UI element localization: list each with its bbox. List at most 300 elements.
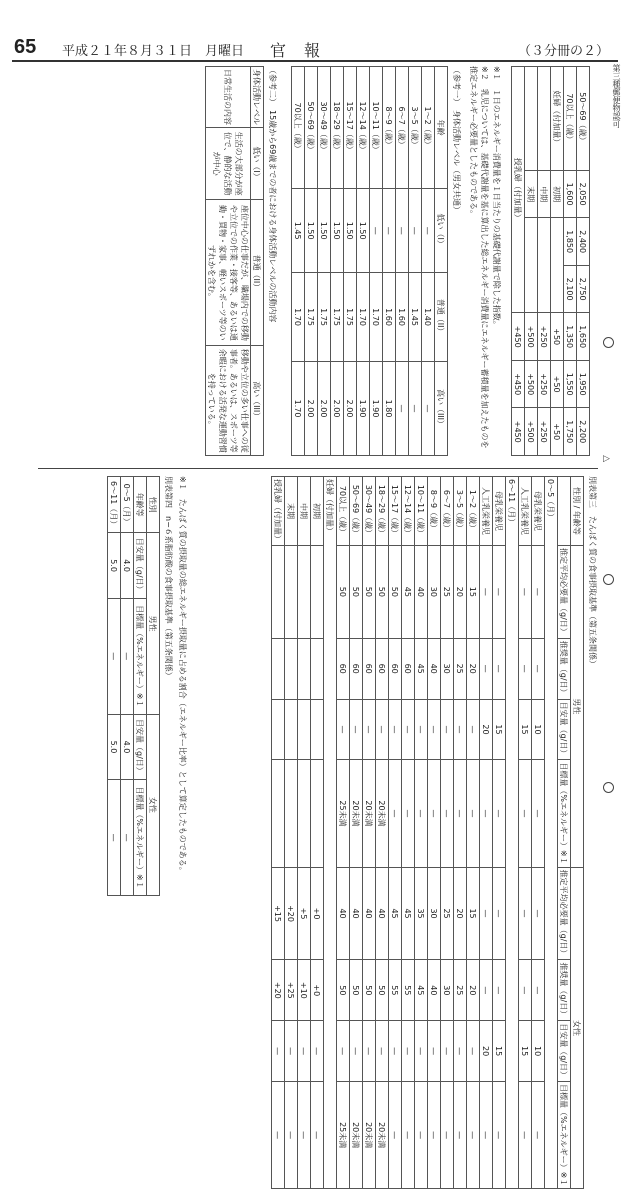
table3-title: 別表第三 たんぱく質の食事摂取基準（第五条関係） xyxy=(588,476,597,668)
table-row xyxy=(318,67,331,456)
table-cell: 1〜2（歳） xyxy=(467,477,480,546)
table-cell: 60 xyxy=(350,638,363,699)
table-cell: 1.50 xyxy=(331,189,344,273)
table-cell: +50 xyxy=(551,360,564,408)
table-cell: 20未満 xyxy=(350,760,363,867)
table-cell: — xyxy=(409,362,422,456)
table-cell: 8〜9（歳） xyxy=(428,477,441,546)
table-cell: 18〜29（歳） xyxy=(331,67,344,189)
table-cell: +450 xyxy=(512,408,525,456)
table-cell: — xyxy=(493,1082,506,1189)
binding-hole xyxy=(603,574,614,585)
ref2-table xyxy=(205,66,264,456)
table-cell: — xyxy=(532,546,545,639)
table-cell: 25 xyxy=(441,867,454,960)
table-cell: — xyxy=(454,760,467,867)
table-cell: 5.0 xyxy=(108,714,121,780)
table-row xyxy=(357,67,370,456)
table-cell: 10〜11（歳） xyxy=(415,477,428,546)
table-cell: 60 xyxy=(402,638,415,699)
table-cell: — xyxy=(480,546,493,639)
table-cell xyxy=(298,699,311,760)
table-cell: 日常生活の内容 xyxy=(206,67,251,128)
table-cell: +250 xyxy=(538,408,551,456)
table-cell: 30 xyxy=(441,638,454,699)
table-row xyxy=(121,477,134,896)
table-cell: — xyxy=(519,546,532,639)
table-cell: 20未満 xyxy=(363,760,376,867)
table-cell: +0 xyxy=(311,867,324,960)
table-cell: +500 xyxy=(525,313,538,361)
pregnant-table xyxy=(511,66,590,456)
table-cell: 45 xyxy=(402,867,415,960)
column-header: 目標量（%エネルギー）※１ xyxy=(134,780,147,896)
table-row xyxy=(272,477,285,1189)
table-cell: 15〜17（歳） xyxy=(344,67,357,189)
table-cell xyxy=(298,546,311,639)
table-cell: 初期 xyxy=(311,477,324,546)
column-header: 推定平均必要量（g/日） xyxy=(558,867,571,960)
table-cell: — xyxy=(454,1082,467,1189)
table-cell: — xyxy=(415,1021,428,1082)
table-cell: — xyxy=(422,362,435,456)
table-cell: +15 xyxy=(272,867,285,960)
table-cell: +450 xyxy=(512,313,525,361)
table-header-row xyxy=(558,477,571,1189)
table-row xyxy=(519,477,532,1189)
column-header xyxy=(558,477,571,546)
column-header: 身体活動レベル xyxy=(251,67,264,128)
table-row xyxy=(415,477,428,1189)
gazette-title: 官報 xyxy=(270,41,339,60)
table-cell: 2,400 xyxy=(577,218,590,266)
table-cell: — xyxy=(370,189,383,273)
table-header-row xyxy=(251,67,264,456)
table-row xyxy=(428,477,441,1189)
table-cell: +50 xyxy=(551,408,564,456)
table-header-row xyxy=(147,477,160,896)
table-cell: 1,550 xyxy=(564,360,577,408)
table-cell: 60 xyxy=(363,638,376,699)
table-cell: 1.50 xyxy=(344,189,357,273)
table-cell: — xyxy=(467,1021,480,1082)
table-cell: 1.60 xyxy=(383,273,396,362)
table-row xyxy=(389,477,402,1189)
table-row xyxy=(506,477,519,1189)
table-cell: 50〜69（歳） xyxy=(305,67,318,189)
table-cell: +20 xyxy=(285,867,298,960)
ref1-table xyxy=(291,66,448,456)
table-cell: 30〜49（歳） xyxy=(363,477,376,546)
table-row xyxy=(298,477,311,1189)
table-cell: 15 xyxy=(493,1021,506,1082)
table-cell: — xyxy=(121,598,134,714)
table-row xyxy=(545,477,558,1189)
column-header: 普通（II） xyxy=(435,273,448,362)
table-cell: — xyxy=(428,699,441,760)
ref1-title: （参考一） 身体活動レベル（男女共通） xyxy=(452,66,461,214)
table-row xyxy=(402,477,415,1189)
table-cell xyxy=(311,546,324,639)
table-cell: 中期 xyxy=(538,170,551,218)
table-row xyxy=(532,477,545,1189)
table-cell: 2.00 xyxy=(331,362,344,456)
column-header: 年齢 xyxy=(435,67,448,189)
table-cell: 2.00 xyxy=(344,362,357,456)
table-cell: 2,050 xyxy=(577,170,590,218)
table-cell: 移動や立位の多い仕事への従事者。あるいは、スポーツ等余暇における活発な運動習慣を持っている。 xyxy=(206,346,251,456)
table-cell: — xyxy=(480,867,493,960)
table-cell xyxy=(285,546,298,639)
table-cell: 40 xyxy=(350,867,363,960)
table-cell: — xyxy=(480,1082,493,1189)
table-cell: — xyxy=(389,1021,402,1082)
table-cell: 2,750 xyxy=(577,265,590,313)
table-cell: — xyxy=(311,1021,324,1082)
table-cell: 55 xyxy=(389,960,402,1021)
table-cell xyxy=(311,699,324,760)
table-cell: — xyxy=(298,1082,311,1189)
table-cell: — xyxy=(108,780,121,896)
table-cell: — xyxy=(519,638,532,699)
table-cell: 15 xyxy=(467,867,480,960)
table-cell: 60 xyxy=(376,638,389,699)
table-cell: 15 xyxy=(519,699,532,760)
table-row xyxy=(422,67,435,456)
table-cell: — xyxy=(493,546,506,639)
column-header: 高い（III） xyxy=(435,362,448,456)
table-cell: — xyxy=(428,1082,441,1189)
table-cell: 1.70 xyxy=(370,273,383,362)
table-cell: 70以上（歳） xyxy=(292,67,305,189)
table-row xyxy=(344,67,357,456)
table-cell: 45 xyxy=(415,638,428,699)
table-cell: — xyxy=(350,699,363,760)
table-cell: 1,650 xyxy=(577,313,590,361)
table-cell: 15 xyxy=(519,1021,532,1082)
table-cell: 25未満 xyxy=(337,1082,350,1189)
table-row xyxy=(467,477,480,1189)
table-cell: 50 xyxy=(350,546,363,639)
table-cell: 20未満 xyxy=(376,760,389,867)
table-cell: — xyxy=(272,1021,285,1082)
table-cell: — xyxy=(376,699,389,760)
table-cell: 20未満 xyxy=(363,1082,376,1189)
table-cell: — xyxy=(396,362,409,456)
column-header: 推定平均必要量（g/日） xyxy=(558,546,571,639)
table-cell: 20 xyxy=(454,867,467,960)
table-cell: — xyxy=(415,1082,428,1189)
table-cell: — xyxy=(454,699,467,760)
table-cell xyxy=(311,638,324,699)
table-cell: — xyxy=(532,867,545,960)
table-cell: 20 xyxy=(480,699,493,760)
table-cell xyxy=(538,218,551,313)
table-header-row xyxy=(571,477,584,1189)
table-row xyxy=(396,67,409,456)
table-cell: 40 xyxy=(337,867,350,960)
table-cell xyxy=(298,760,311,867)
table-cell: — xyxy=(493,867,506,960)
table-cell: — xyxy=(480,760,493,867)
table-cell: — xyxy=(480,960,493,1021)
table-row xyxy=(441,477,454,1189)
table-row xyxy=(383,67,396,456)
column-header: 推奨量（g/日） xyxy=(558,960,571,1021)
table-cell: — xyxy=(383,189,396,273)
table-cell: 20未満 xyxy=(376,1082,389,1189)
table-cell: 1,600 xyxy=(564,170,577,218)
table-cell: — xyxy=(519,867,532,960)
table-row xyxy=(292,67,305,456)
table-cell: +0 xyxy=(311,960,324,1021)
table-cell: — xyxy=(467,699,480,760)
table-cell: 12〜14（歳） xyxy=(357,67,370,189)
table-cell: — xyxy=(389,1082,402,1189)
table-cell: — xyxy=(441,760,454,867)
table-cell: 20 xyxy=(480,1021,493,1082)
table-cell: 10〜11（歳） xyxy=(370,67,383,189)
table-cell: +25 xyxy=(285,960,298,1021)
table-row xyxy=(206,67,251,456)
table-cell: 30 xyxy=(428,546,441,639)
ref2-title: （参考二） 15歳から69歳までの者における身体活動レベルの活動内容 xyxy=(268,66,277,323)
column-header: 年齢等 xyxy=(134,477,147,533)
rotated-content xyxy=(0,66,598,1187)
table-cell: — xyxy=(389,760,402,867)
table-cell: +500 xyxy=(525,360,538,408)
table-cell: 40 xyxy=(363,867,376,960)
table-cell: 1.50 xyxy=(318,189,331,273)
group-label: 0〜5（月） xyxy=(545,477,558,1189)
table-cell: 1.60 xyxy=(396,273,409,362)
table-cell: 30 xyxy=(428,867,441,960)
table-cell: — xyxy=(532,1082,545,1189)
table-cell: 1.45 xyxy=(409,273,422,362)
table-cell: 70以上（歳） xyxy=(337,477,350,546)
table-cell: 40 xyxy=(376,867,389,960)
table-cell: 初期 xyxy=(551,170,564,218)
table-cell: +50 xyxy=(551,313,564,361)
table-row xyxy=(525,67,538,456)
table-row xyxy=(538,67,551,456)
table4-title: 別表第四 n−６系脂肪酸の食事摂取基準（第五条関係） xyxy=(164,476,173,680)
table-cell: — xyxy=(402,699,415,760)
table-cell: 40 xyxy=(428,960,441,1021)
table-row xyxy=(480,477,493,1189)
table-cell xyxy=(285,699,298,760)
column-header: 目標量（%エネルギー）※１ xyxy=(558,1082,571,1189)
table-cell: 4.0 xyxy=(121,714,134,780)
table-cell: 末期 xyxy=(525,170,538,218)
table-cell xyxy=(538,67,551,171)
table-cell: 12〜14（歳） xyxy=(402,477,415,546)
table-cell: 6〜11（月） xyxy=(108,477,121,533)
column-header: 普通（II） xyxy=(251,200,264,346)
table-cell: 妊婦（付加量） xyxy=(551,67,564,171)
table-cell: — xyxy=(389,699,402,760)
table-cell: 6〜7（歳） xyxy=(396,67,409,189)
table-cell: — xyxy=(519,760,532,867)
table-cell: 20未満 xyxy=(350,1082,363,1189)
table-cell: 生活の大部分が座位で、静的な活動が中心 xyxy=(206,128,251,200)
table-cell: 55 xyxy=(402,960,415,1021)
table-cell: +500 xyxy=(525,408,538,456)
note-line: ※１ １日のエネルギー消費量を１日当たりの基礎代謝量で除した指数。 xyxy=(492,66,501,329)
table-cell: 2,200 xyxy=(577,408,590,456)
table-cell xyxy=(525,67,538,171)
table-cell: 人工乳栄養児 xyxy=(519,477,532,546)
table-cell: — xyxy=(415,760,428,867)
table-row xyxy=(493,477,506,1189)
table-row xyxy=(577,67,590,456)
table-cell: — xyxy=(396,189,409,273)
table-cell: 20 xyxy=(454,546,467,639)
table-row xyxy=(512,67,525,456)
table-cell: +10 xyxy=(298,960,311,1021)
table-cell: — xyxy=(337,699,350,760)
table-row xyxy=(363,477,376,1189)
table-cell: 母乳栄養児 xyxy=(532,477,545,546)
table-cell: — xyxy=(363,1021,376,1082)
table-cell: 1.70 xyxy=(292,273,305,362)
column-group-male: 男性 xyxy=(571,546,584,868)
table-cell: 1,350 xyxy=(564,313,577,361)
table-cell: 1,850 xyxy=(564,218,577,266)
table-cell: — xyxy=(454,1021,467,1082)
table-cell xyxy=(272,546,285,639)
table-cell: 35 xyxy=(415,867,428,960)
table-cell: 25 xyxy=(454,960,467,1021)
table-cell: 40 xyxy=(428,638,441,699)
table-cell: — xyxy=(285,1082,298,1189)
table-cell xyxy=(272,638,285,699)
table-row xyxy=(285,477,298,1189)
note-line: ※２ 乳児については、基礎代謝量を基に算出した総エネルギー消費量にエネルギー蓄積量を加えたものを推定エネルギー必要量としたものである。 xyxy=(469,66,489,449)
table-cell: 3〜5（歳） xyxy=(409,67,422,189)
table-cell: — xyxy=(493,760,506,867)
table-cell: 25 xyxy=(441,546,454,639)
table-cell: 20 xyxy=(467,638,480,699)
table-row xyxy=(311,477,324,1189)
table-cell: +20 xyxy=(272,960,285,1021)
table-cell: 50〜69（歳） xyxy=(577,67,590,171)
table-cell: — xyxy=(480,638,493,699)
table-cell: 授乳婦（付加量） xyxy=(272,477,285,546)
table-row xyxy=(305,67,318,456)
table-cell: +450 xyxy=(512,360,525,408)
column-header: 目安量（g/日） xyxy=(134,714,147,780)
table-row xyxy=(376,477,389,1189)
column-header: 目標量（%エネルギー）※１ xyxy=(558,760,571,867)
table-cell: 人工乳栄養児 xyxy=(480,477,493,546)
table-cell: 50 xyxy=(337,546,350,639)
table-cell: 1.80 xyxy=(383,362,396,456)
table-cell: 50 xyxy=(376,960,389,1021)
table-cell xyxy=(285,760,298,867)
table-cell xyxy=(272,699,285,760)
column-header: 高い（III） xyxy=(251,346,264,456)
table-cell xyxy=(525,218,538,313)
table-cell: — xyxy=(108,598,121,714)
table-cell: — xyxy=(409,189,422,273)
table3 xyxy=(271,476,584,1189)
column-header: 性別 xyxy=(147,477,160,533)
table-row xyxy=(331,67,344,456)
table-cell: — xyxy=(493,960,506,1021)
table-cell: — xyxy=(402,760,415,867)
table-cell: — xyxy=(376,1021,389,1082)
table-cell: 50〜69（歳） xyxy=(350,477,363,546)
table-cell: 50 xyxy=(350,960,363,1021)
table-cell: 60 xyxy=(337,638,350,699)
table-cell: 15 xyxy=(467,546,480,639)
postal-mark: 第三種郵便物認可 xyxy=(612,64,621,128)
table-cell: 1.70 xyxy=(357,273,370,362)
table-cell: 15 xyxy=(493,699,506,760)
table-cell: 1.50 xyxy=(305,189,318,273)
table-cell: 45 xyxy=(402,546,415,639)
table-cell: 1.75 xyxy=(318,273,331,362)
column-divider xyxy=(38,468,598,469)
table-cell: 20 xyxy=(467,960,480,1021)
table-cell: 50 xyxy=(363,960,376,1021)
table-cell: 中期 xyxy=(298,477,311,546)
group-label: 6〜11（月） xyxy=(506,477,519,1189)
table-cell: 2.00 xyxy=(318,362,331,456)
table-header-row xyxy=(134,477,147,896)
fold-mark-icon: ▷ xyxy=(603,454,610,464)
table-cell xyxy=(311,760,324,867)
table-cell xyxy=(272,760,285,867)
table-cell: — xyxy=(337,1021,350,1082)
table-cell: 50 xyxy=(376,546,389,639)
table-cell: — xyxy=(467,760,480,867)
table-cell: 50 xyxy=(363,546,376,639)
table-cell: 1.90 xyxy=(370,362,383,456)
column-header: 性別 / 年齢等 xyxy=(571,477,584,546)
table-cell: 15〜17（歳） xyxy=(389,477,402,546)
table-cell: 4.0 xyxy=(121,533,134,599)
table-cell: 1.40 xyxy=(422,273,435,362)
table-cell: — xyxy=(285,1021,298,1082)
table-cell: 授乳婦（付加量） xyxy=(512,67,525,313)
volume-part: （３分冊の２） xyxy=(518,44,610,59)
table-cell: 5.0 xyxy=(108,533,121,599)
table-cell: — xyxy=(532,760,545,867)
table-cell: 70以上（歳） xyxy=(564,67,577,171)
table-cell: 3〜5（歳） xyxy=(454,477,467,546)
table-cell: 1,950 xyxy=(577,360,590,408)
table-cell: 6〜7（歳） xyxy=(441,477,454,546)
table-cell: 1.50 xyxy=(357,189,370,273)
column-header: 目安量（g/日） xyxy=(134,533,147,599)
column-header: 目安量（g/日） xyxy=(558,1021,571,1082)
table-cell: — xyxy=(467,1082,480,1189)
table-cell: — xyxy=(415,699,428,760)
table-cell: 座位中心の仕事だが、職場内での移動や立位での作業・接客等、あるいは通勤・買物・家事、軽いスポーツ等のいずれかを含む。 xyxy=(206,200,251,346)
table-cell xyxy=(298,638,311,699)
table-cell: — xyxy=(350,1021,363,1082)
table-cell: +250 xyxy=(538,360,551,408)
table-cell: 45 xyxy=(415,960,428,1021)
table-cell: 母乳栄養児 xyxy=(493,477,506,546)
table-cell: 25未満 xyxy=(337,760,350,867)
table-cell: — xyxy=(519,960,532,1021)
column-header: 目安量（g/日） xyxy=(558,699,571,760)
binding-hole xyxy=(603,337,614,348)
header-rule xyxy=(12,60,618,62)
